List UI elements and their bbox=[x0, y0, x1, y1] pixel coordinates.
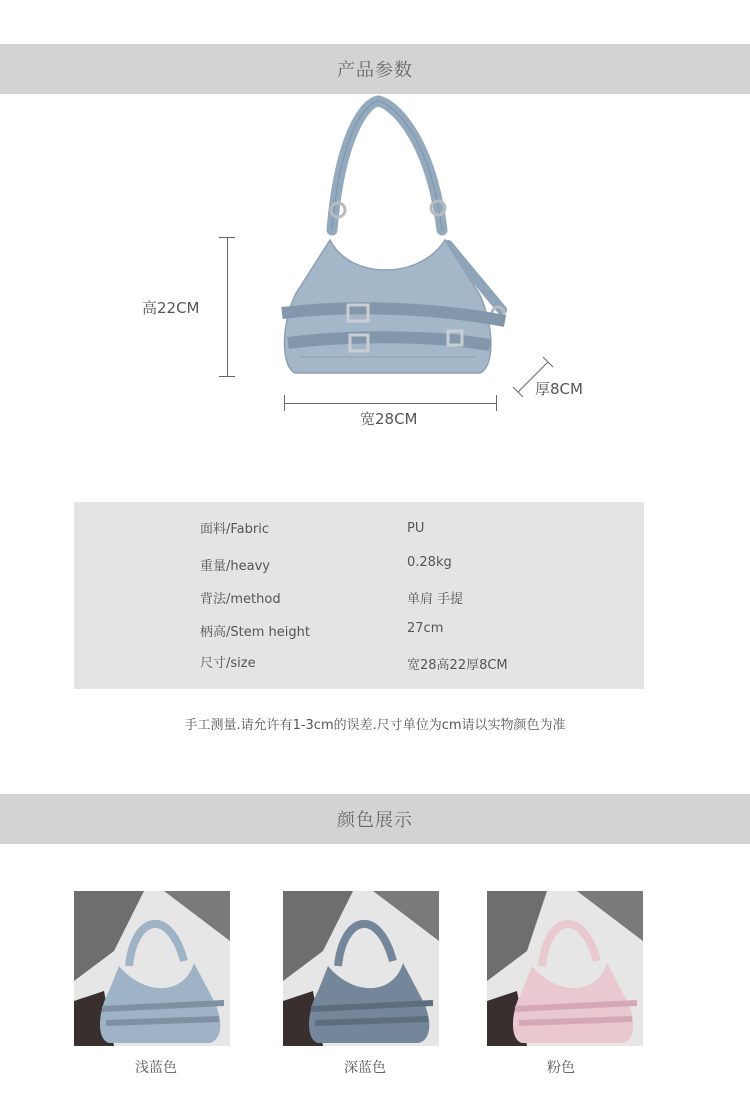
spec-key: 尺寸/size bbox=[200, 656, 256, 671]
height-label: 高22CM bbox=[142, 299, 200, 317]
spec-row bbox=[74, 555, 644, 579]
height-dimension-cap-bottom bbox=[219, 376, 235, 377]
spec-table bbox=[74, 502, 644, 689]
color-label: 粉色 bbox=[547, 1060, 575, 1076]
spec-row bbox=[74, 621, 644, 645]
spec-key: 面料/Fabric bbox=[200, 522, 269, 537]
color-swatch-light-blue[interactable] bbox=[74, 891, 230, 1046]
spec-value: 单肩 手提 bbox=[407, 592, 464, 607]
spec-value: 宽28高22厚8CM bbox=[407, 658, 508, 673]
bag-photo bbox=[74, 891, 230, 1046]
spec-value: 0.28kg bbox=[407, 555, 452, 570]
depth-label: 厚8CM bbox=[535, 380, 583, 398]
spec-value: 27cm bbox=[407, 621, 444, 636]
color-swatch-dark-blue[interactable] bbox=[283, 891, 439, 1046]
bag-photo bbox=[487, 891, 643, 1046]
section-header-colors bbox=[0, 794, 750, 844]
color-swatch-pink[interactable] bbox=[487, 891, 643, 1046]
spec-key: 背法/method bbox=[200, 592, 281, 607]
spec-key: 柄高/Stem height bbox=[200, 625, 310, 640]
spec-row bbox=[74, 652, 644, 676]
height-dimension-cap-top bbox=[219, 237, 235, 238]
width-dimension-line bbox=[284, 403, 497, 404]
width-dimension-cap-left bbox=[284, 395, 285, 411]
width-label: 宽28CM bbox=[360, 410, 418, 428]
spec-row bbox=[74, 518, 644, 542]
color-label: 深蓝色 bbox=[344, 1060, 386, 1076]
product-bag-image bbox=[270, 95, 510, 385]
bag-photo bbox=[283, 891, 439, 1046]
section-title: 颜色展示 bbox=[337, 810, 413, 831]
spec-value: PU bbox=[407, 521, 425, 536]
spec-row bbox=[74, 588, 644, 612]
measurement-note: 手工测量.请允许有1-3cm的误差.尺寸单位为cm请以实物颜色为准 bbox=[184, 718, 566, 733]
section-header-params bbox=[0, 44, 750, 94]
color-label: 浅蓝色 bbox=[135, 1060, 177, 1076]
spec-key: 重量/heavy bbox=[200, 559, 270, 574]
section-title: 产品参数 bbox=[337, 60, 413, 81]
height-dimension-line bbox=[227, 237, 228, 377]
width-dimension-cap-right bbox=[496, 395, 497, 411]
